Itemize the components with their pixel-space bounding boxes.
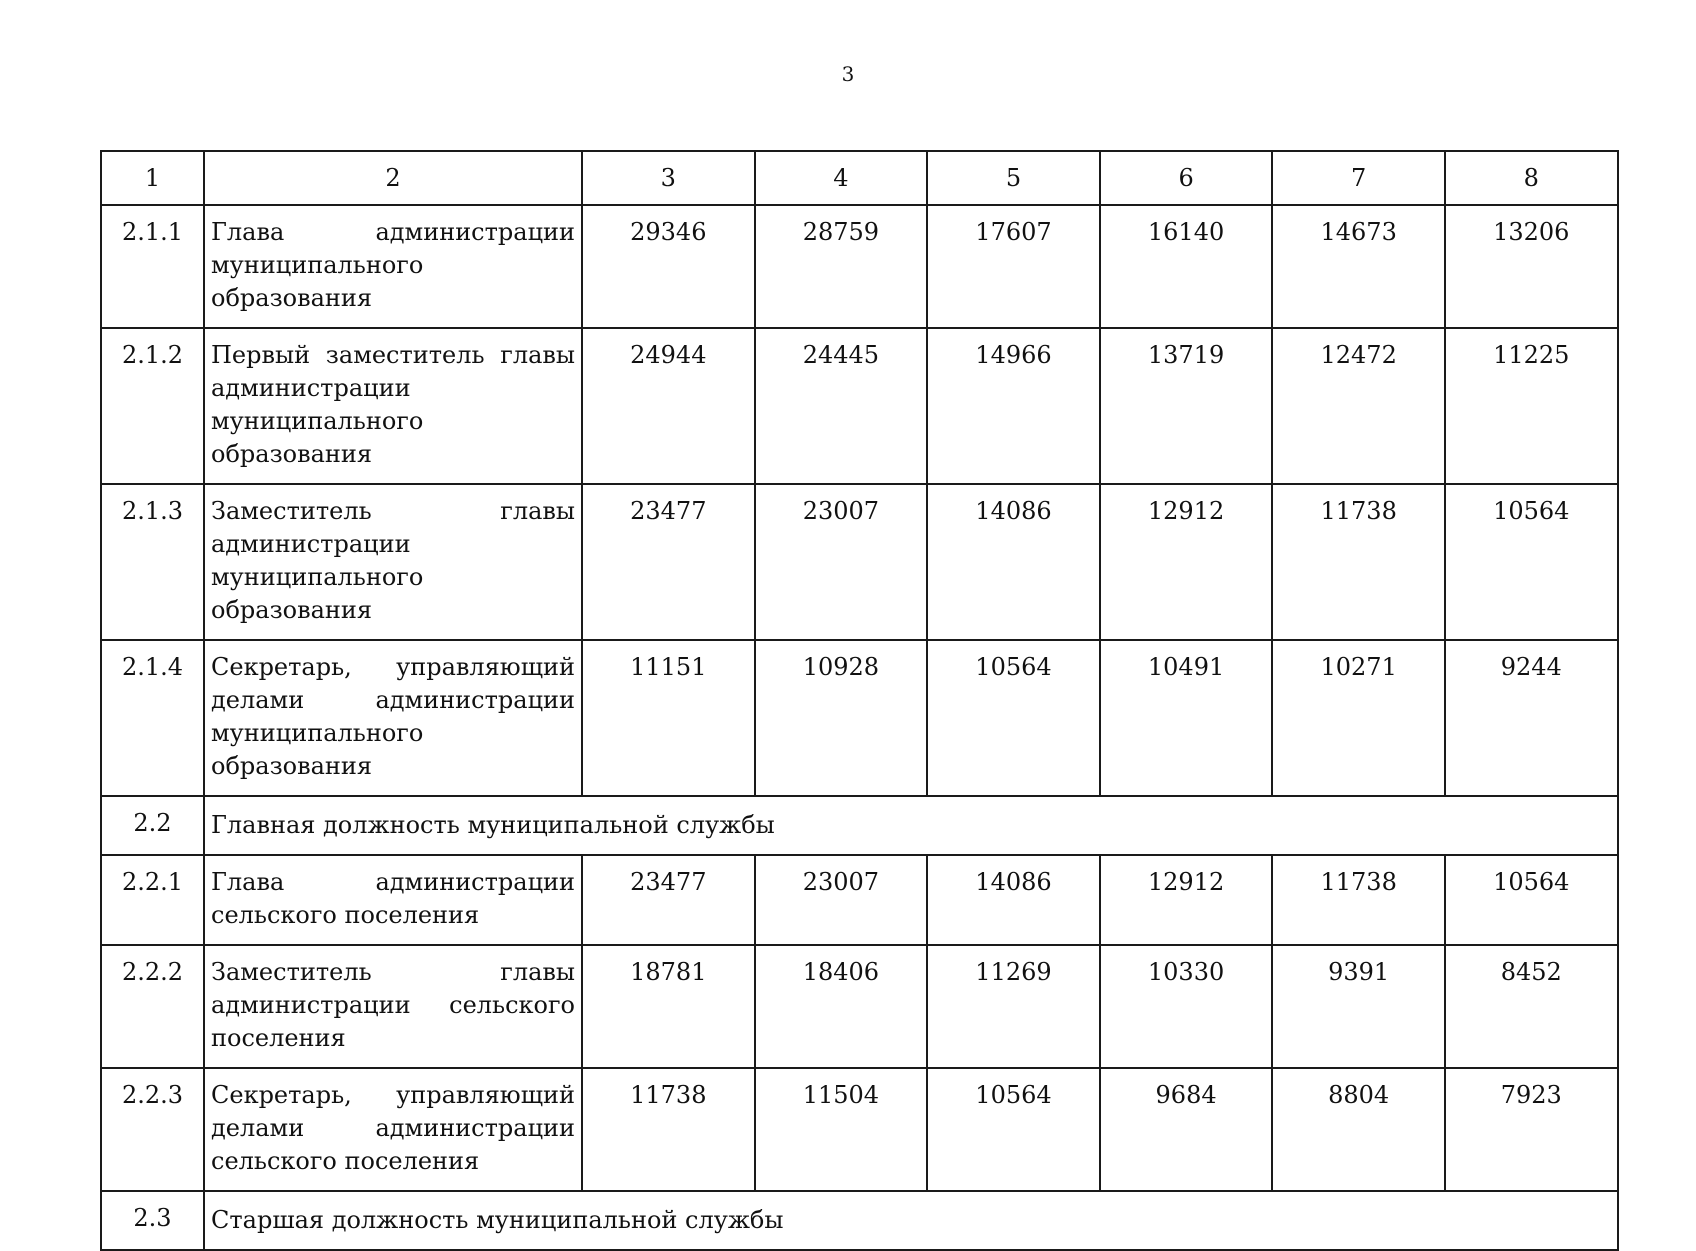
section-title: Старшая должность муниципальной службы <box>204 1191 1618 1250</box>
value-cell: 23007 <box>755 484 928 640</box>
section-row <box>101 796 1618 855</box>
column-header: 2 <box>204 151 582 205</box>
table-row <box>101 1068 1618 1191</box>
value-cell: 17607 <box>927 205 1100 328</box>
row-code: 2.1.3 <box>101 484 204 640</box>
value-cell: 10564 <box>927 640 1100 796</box>
value-cell: 16140 <box>1100 205 1273 328</box>
table-row <box>101 640 1618 796</box>
value-cell: 13719 <box>1100 328 1273 484</box>
value-cell: 12912 <box>1100 855 1273 945</box>
value-cell: 14086 <box>927 855 1100 945</box>
value-cell: 23007 <box>755 855 928 945</box>
position-name: Секретарь, управляющий делами администрации сельского поселения <box>204 1068 582 1191</box>
position-name: Глава администрации сельского поселения <box>204 855 582 945</box>
position-name: Заместитель главы администрации муниципального образования <box>204 484 582 640</box>
section-title: Главная должность муниципальной службы <box>204 796 1618 855</box>
table-row <box>101 484 1618 640</box>
value-cell: 10330 <box>1100 945 1273 1068</box>
value-cell: 10564 <box>1445 484 1618 640</box>
value-cell: 12472 <box>1272 328 1445 484</box>
table-header-row <box>101 151 1618 205</box>
row-code: 2.3 <box>101 1191 204 1250</box>
position-name: Секретарь, управляющий делами администрации муниципального образования <box>204 640 582 796</box>
row-code: 2.1.1 <box>101 205 204 328</box>
position-name: Глава администрации муниципального образования <box>204 205 582 328</box>
column-header: 5 <box>927 151 1100 205</box>
value-cell: 11225 <box>1445 328 1618 484</box>
value-cell: 29346 <box>582 205 755 328</box>
value-cell: 10564 <box>1445 855 1618 945</box>
row-code: 2.1.2 <box>101 328 204 484</box>
value-cell: 23477 <box>582 484 755 640</box>
value-cell: 24944 <box>582 328 755 484</box>
value-cell: 11504 <box>755 1068 928 1191</box>
salary-table <box>100 150 1619 1251</box>
row-code: 2.2.1 <box>101 855 204 945</box>
column-header: 1 <box>101 151 204 205</box>
value-cell: 28759 <box>755 205 928 328</box>
row-code: 2.2 <box>101 796 204 855</box>
value-cell: 18781 <box>582 945 755 1068</box>
column-header: 4 <box>755 151 928 205</box>
page-number: 3 <box>841 62 855 86</box>
column-header: 7 <box>1272 151 1445 205</box>
row-code: 2.1.4 <box>101 640 204 796</box>
value-cell: 8804 <box>1272 1068 1445 1191</box>
column-header: 6 <box>1100 151 1273 205</box>
value-cell: 10491 <box>1100 640 1273 796</box>
value-cell: 23477 <box>582 855 755 945</box>
value-cell: 14966 <box>927 328 1100 484</box>
table-row <box>101 328 1618 484</box>
value-cell: 9244 <box>1445 640 1618 796</box>
value-cell: 11738 <box>1272 855 1445 945</box>
value-cell: 10564 <box>927 1068 1100 1191</box>
value-cell: 10928 <box>755 640 928 796</box>
value-cell: 8452 <box>1445 945 1618 1068</box>
position-name: Первый заместитель главы администрации муниципального образования <box>204 328 582 484</box>
position-name: Заместитель главы администрации сельского поселения <box>204 945 582 1068</box>
value-cell: 11738 <box>582 1068 755 1191</box>
table-row <box>101 855 1618 945</box>
table-row <box>101 945 1618 1068</box>
column-header: 3 <box>582 151 755 205</box>
column-header: 8 <box>1445 151 1618 205</box>
value-cell: 14086 <box>927 484 1100 640</box>
value-cell: 14673 <box>1272 205 1445 328</box>
value-cell: 18406 <box>755 945 928 1068</box>
value-cell: 13206 <box>1445 205 1618 328</box>
value-cell: 12912 <box>1100 484 1273 640</box>
value-cell: 9684 <box>1100 1068 1273 1191</box>
value-cell: 11151 <box>582 640 755 796</box>
value-cell: 24445 <box>755 328 928 484</box>
value-cell: 11738 <box>1272 484 1445 640</box>
row-code: 2.2.3 <box>101 1068 204 1191</box>
table-row <box>101 205 1618 328</box>
row-code: 2.2.2 <box>101 945 204 1068</box>
value-cell: 7923 <box>1445 1068 1618 1191</box>
value-cell: 11269 <box>927 945 1100 1068</box>
value-cell: 9391 <box>1272 945 1445 1068</box>
value-cell: 10271 <box>1272 640 1445 796</box>
